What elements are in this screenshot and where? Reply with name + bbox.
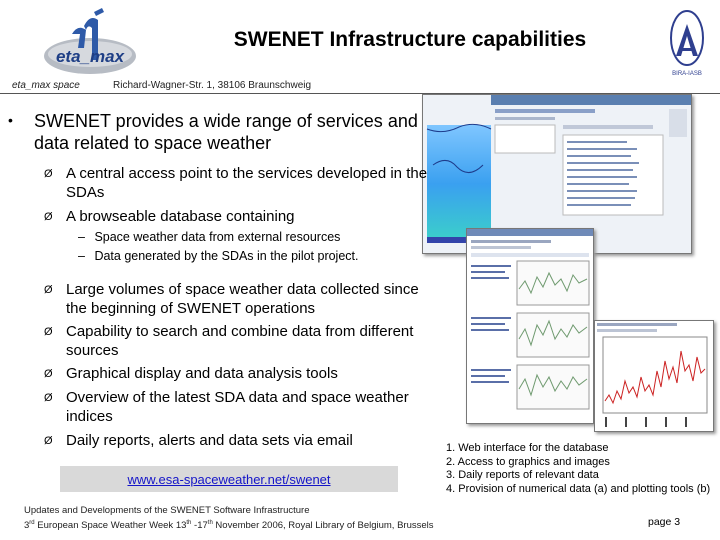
address: Richard-Wagner-Str. 1, 38106 Braunschweig [113,80,312,91]
bira-logo-text: BIRA-IASB [672,71,702,77]
eta-max-logo-graphic [40,8,140,78]
dash-bullet: – [78,249,85,263]
screenshot-daily-reports [466,228,594,424]
subbullet-external-resources [78,229,340,245]
footer-text: -17 [191,520,208,532]
bullet-text: A browseable database containing [66,208,295,225]
bullet-overview [44,388,434,426]
footer-line-2 [24,517,434,532]
dash-bullet: – [78,230,85,244]
bullet-search-combine [44,322,434,360]
arrow-bullet: Ø [44,392,53,404]
footer-text: European Space Weather Week 13 [34,520,187,532]
subbullet-text: Space weather data from external resources [94,230,341,244]
arrow-bullet: Ø [44,284,53,296]
bira-logo-graphic [664,8,710,80]
arrow-bullet: Ø [44,368,53,380]
bullet-text: Large volumes of space weather data collected since the beginning of SWENET operations [66,281,419,317]
page-number: page 3 [648,516,681,528]
subbullet-sda-data [78,248,358,264]
arrow-bullet: Ø [44,326,53,338]
eta-max-logo-text: eta_max [55,47,125,66]
arrow-bullet: Ø [44,435,53,447]
figure-caption [446,442,720,496]
footer-sup: th [207,520,213,526]
bullet-graphical-display [44,364,434,383]
page-title: SWENET Infrastructure capabilities [233,28,587,51]
footer-line-1: Updates and Developments of the SWENET Software Infrastructure [24,505,310,516]
logo-subtitle: eta_max space [12,80,80,91]
eta-max-logo [40,8,140,78]
arrow-bullet: Ø [44,211,53,223]
daily-reports-thumbnail [467,229,593,423]
bullet-central-access [44,164,434,202]
caption-item: 4. Provision of numerical data (a) and plotting tools (b) [446,482,711,495]
caption-item: 3. Daily reports of relevant data [446,469,599,481]
main-bullet-symbol: • [8,112,13,128]
footer [24,505,434,532]
bullet-text: A central access point to the services developed in the SDAs [66,165,428,201]
bullet-text: Graphical display and data analysis tools [66,365,338,382]
bullet-browseable-database [44,207,434,226]
swenet-link[interactable]: www.esa-spaceweather.net/swenet [127,472,331,487]
bullet-text: Overview of the latest SDA data and space weather indices [66,389,409,425]
footer-text: 3 [24,520,30,532]
bira-logo [664,8,710,80]
footer-text: November 2006, Royal Library of Belgium, Brussels [212,520,434,532]
bullet-text: Daily reports, alerts and data sets via email [66,432,353,449]
caption-item: 2. Access to graphics and images [446,455,610,468]
arrow-bullet: Ø [44,168,53,180]
bullet-large-volumes [44,280,434,318]
bullet-text: Capability to search and combine data from different sources [66,323,414,359]
screenshot-plotting-tools [594,320,714,432]
plotting-tools-thumbnail [595,321,713,431]
caption-item: 1. Web interface for the database [446,442,609,454]
bullet-daily-reports [44,431,434,450]
main-bullet-text: SWENET provides a wide range of services and data related to space weather [34,111,418,153]
footer-sup: rd [29,520,35,526]
subbullet-text: Data generated by the SDAs in the pilot project. [94,249,359,263]
footer-sup: th [186,520,192,526]
